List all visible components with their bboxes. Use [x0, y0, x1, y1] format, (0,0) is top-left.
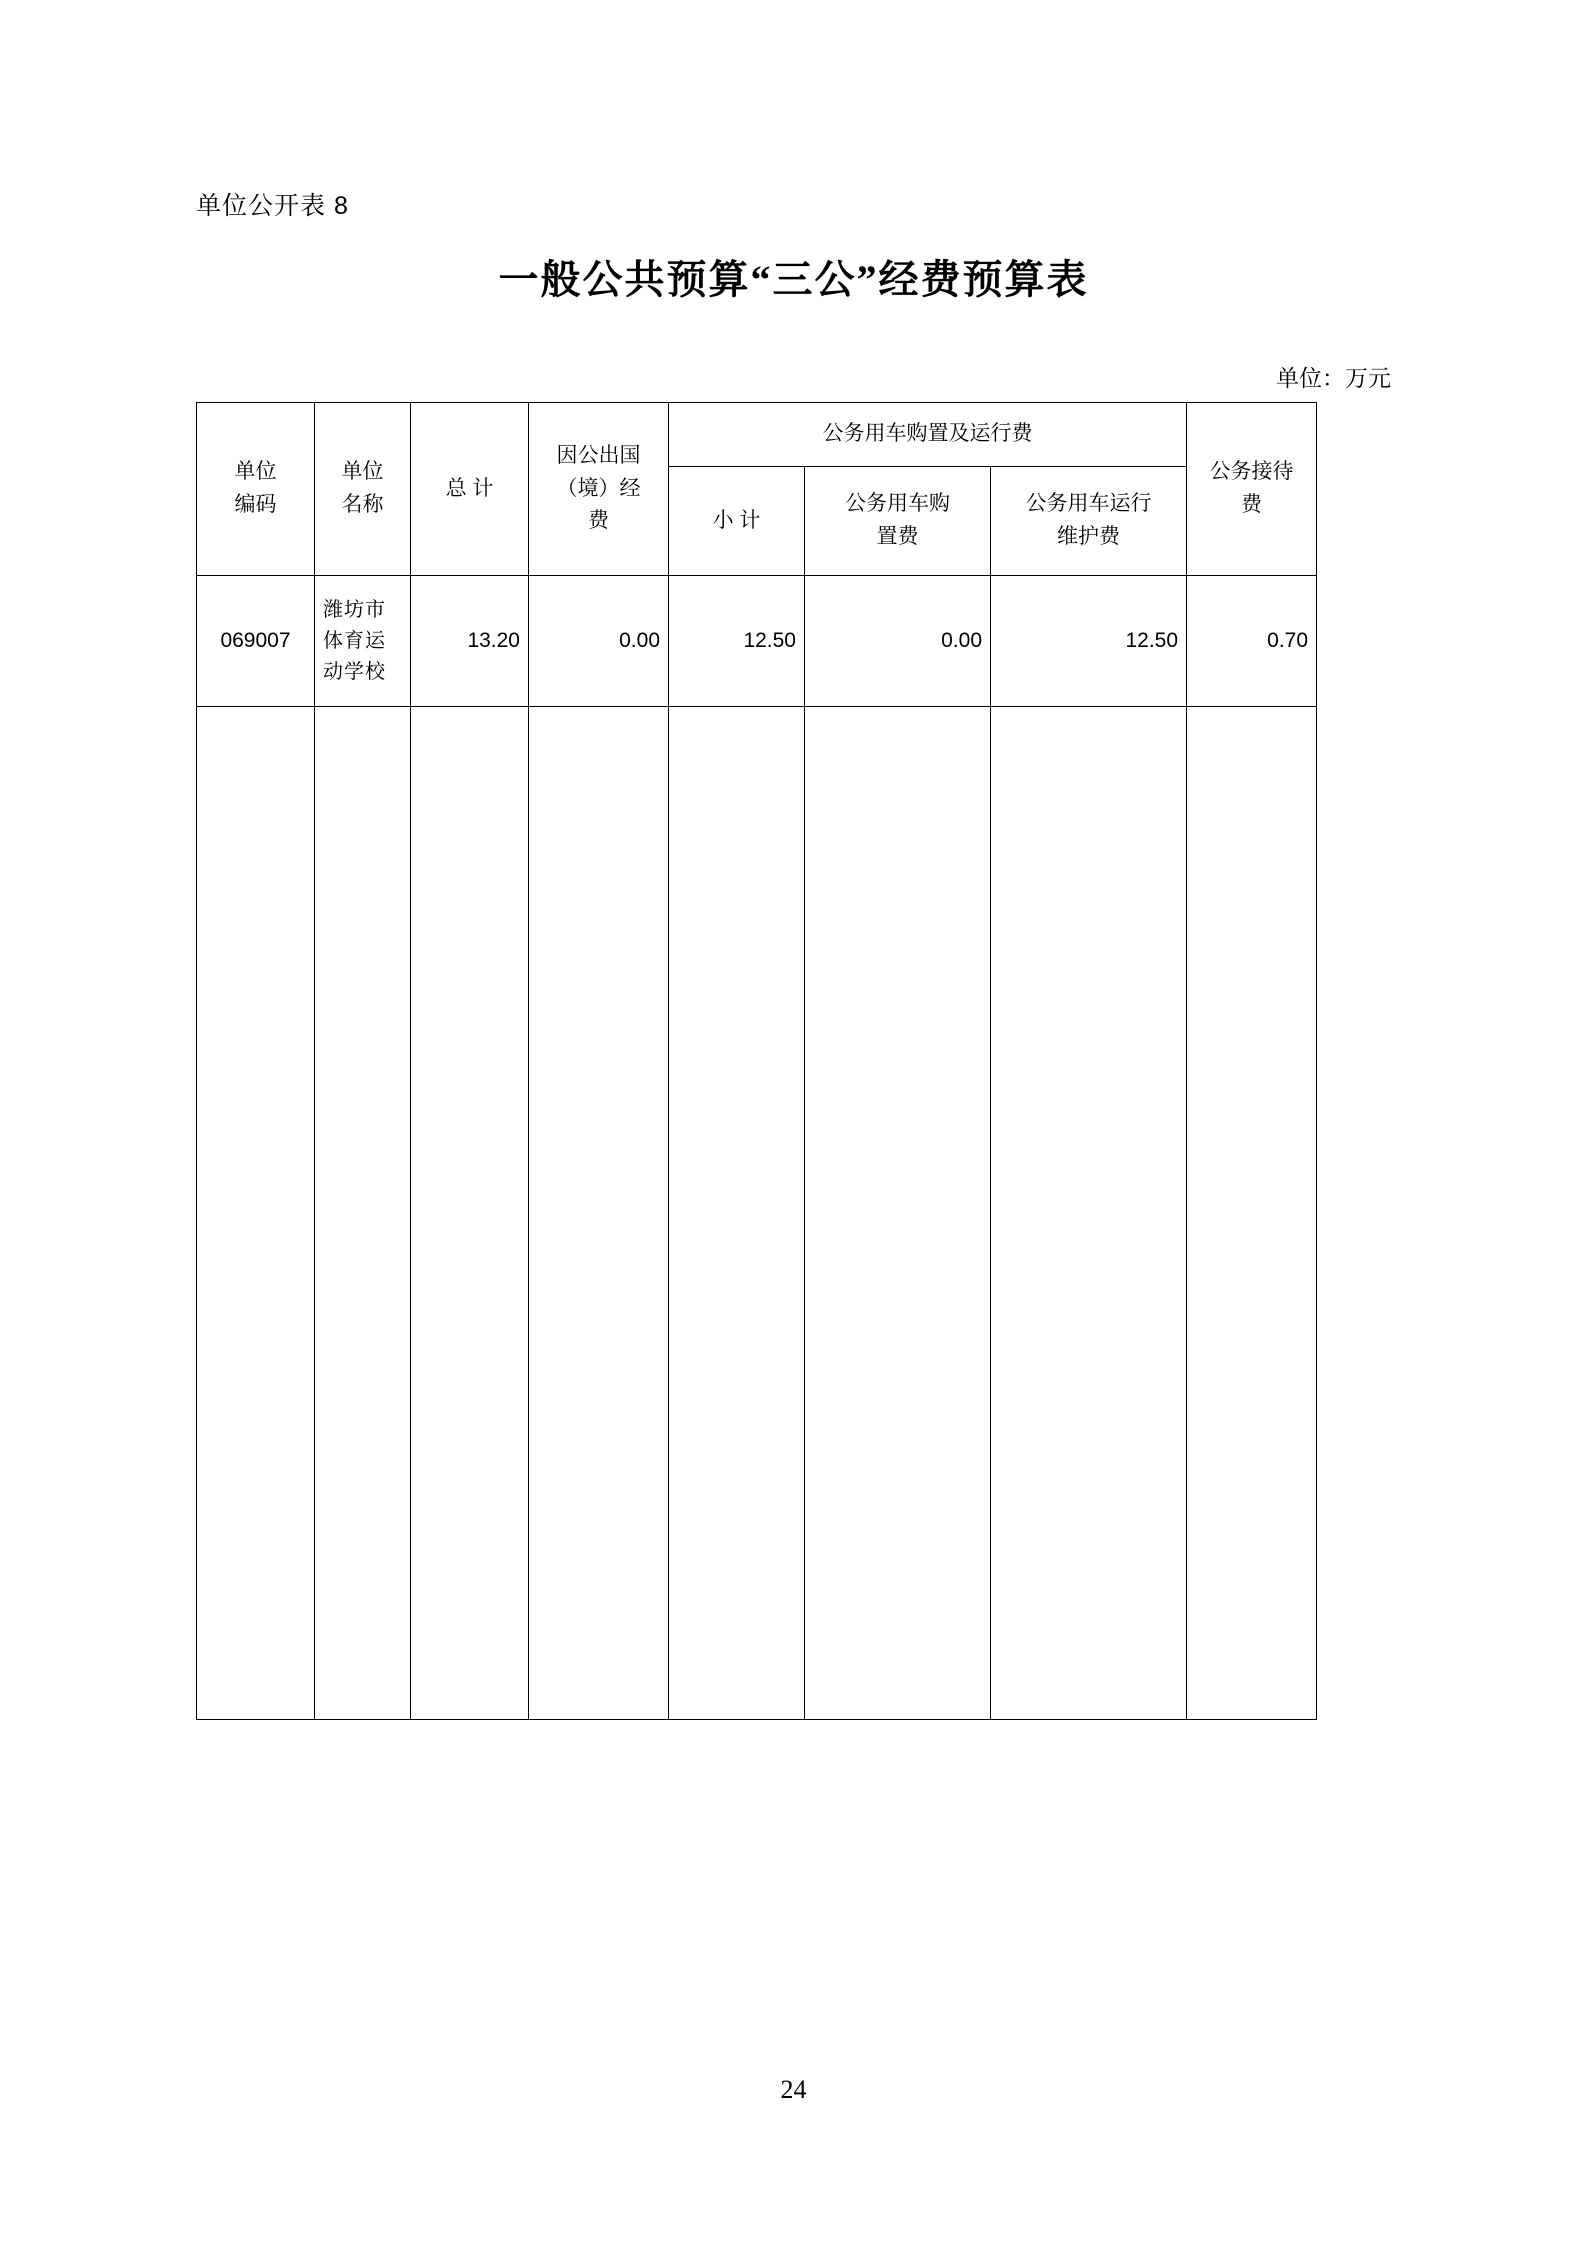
filler-cell-3	[411, 707, 529, 1720]
cell-total: 13.20	[411, 576, 529, 707]
page-number: 24	[780, 2075, 807, 2104]
header-abroad-line3: 费	[588, 509, 609, 533]
header-purchase-line2: 置费	[876, 524, 919, 548]
header-unit-code-line1: 单位	[234, 460, 277, 484]
header-unit-name-line2: 名称	[341, 493, 384, 516]
cell-unit-code: 069007	[197, 576, 315, 707]
filler-cell-7	[991, 707, 1187, 1720]
form-label: 单位公开表 8	[196, 192, 349, 220]
cell-unit-name-line1: 潍坊市	[323, 598, 386, 621]
header-operation-line2: 维护费	[1057, 524, 1121, 548]
cell-reception: 0.70	[1187, 576, 1317, 707]
header-abroad	[529, 403, 669, 576]
filler-cell-4	[529, 707, 669, 1720]
filler-cell-8	[1187, 707, 1317, 1720]
cell-unit-name	[315, 576, 411, 707]
header-abroad-line1: 因公出国	[556, 444, 641, 468]
header-subtotal: 小 计	[669, 466, 805, 575]
cell-abroad: 0.00	[529, 576, 669, 707]
table-header-row-1	[197, 403, 1317, 467]
filler-cell-5	[669, 707, 805, 1720]
page-title: 一般公共预算“三公”经费预算表	[498, 257, 1089, 302]
header-reception-line2: 费	[1241, 493, 1263, 516]
header-unit-code	[197, 403, 315, 576]
header-operation-line1: 公务用车运行	[1025, 492, 1152, 516]
header-purchase	[805, 466, 991, 575]
header-reception	[1187, 403, 1317, 576]
unit-note: 单位：万元	[1276, 365, 1391, 391]
budget-table	[196, 402, 1317, 1720]
filler-cell-6	[805, 707, 991, 1720]
table-filler-row	[197, 707, 1317, 1720]
filler-cell-1	[197, 707, 315, 1720]
header-unit-code-line2: 编码	[234, 493, 277, 516]
header-abroad-line2: （境）经	[556, 476, 641, 500]
header-unit-name	[315, 403, 411, 576]
cell-unit-name-line3: 动学校	[323, 660, 386, 683]
header-vehicle-group: 公务用车购置及运行费	[669, 403, 1187, 467]
filler-cell-2	[315, 707, 411, 1720]
header-purchase-line1: 公务用车购	[845, 492, 950, 516]
cell-subtotal: 12.50	[669, 576, 805, 707]
table-row	[197, 576, 1317, 707]
cell-unit-name-line2: 体育运	[323, 629, 386, 652]
header-unit-name-line1: 单位	[341, 460, 384, 484]
header-reception-line1: 公务接待	[1209, 460, 1294, 484]
header-operation	[991, 466, 1187, 575]
cell-purchase: 0.00	[805, 576, 991, 707]
header-total: 总 计	[411, 403, 529, 576]
cell-operation: 12.50	[991, 576, 1187, 707]
